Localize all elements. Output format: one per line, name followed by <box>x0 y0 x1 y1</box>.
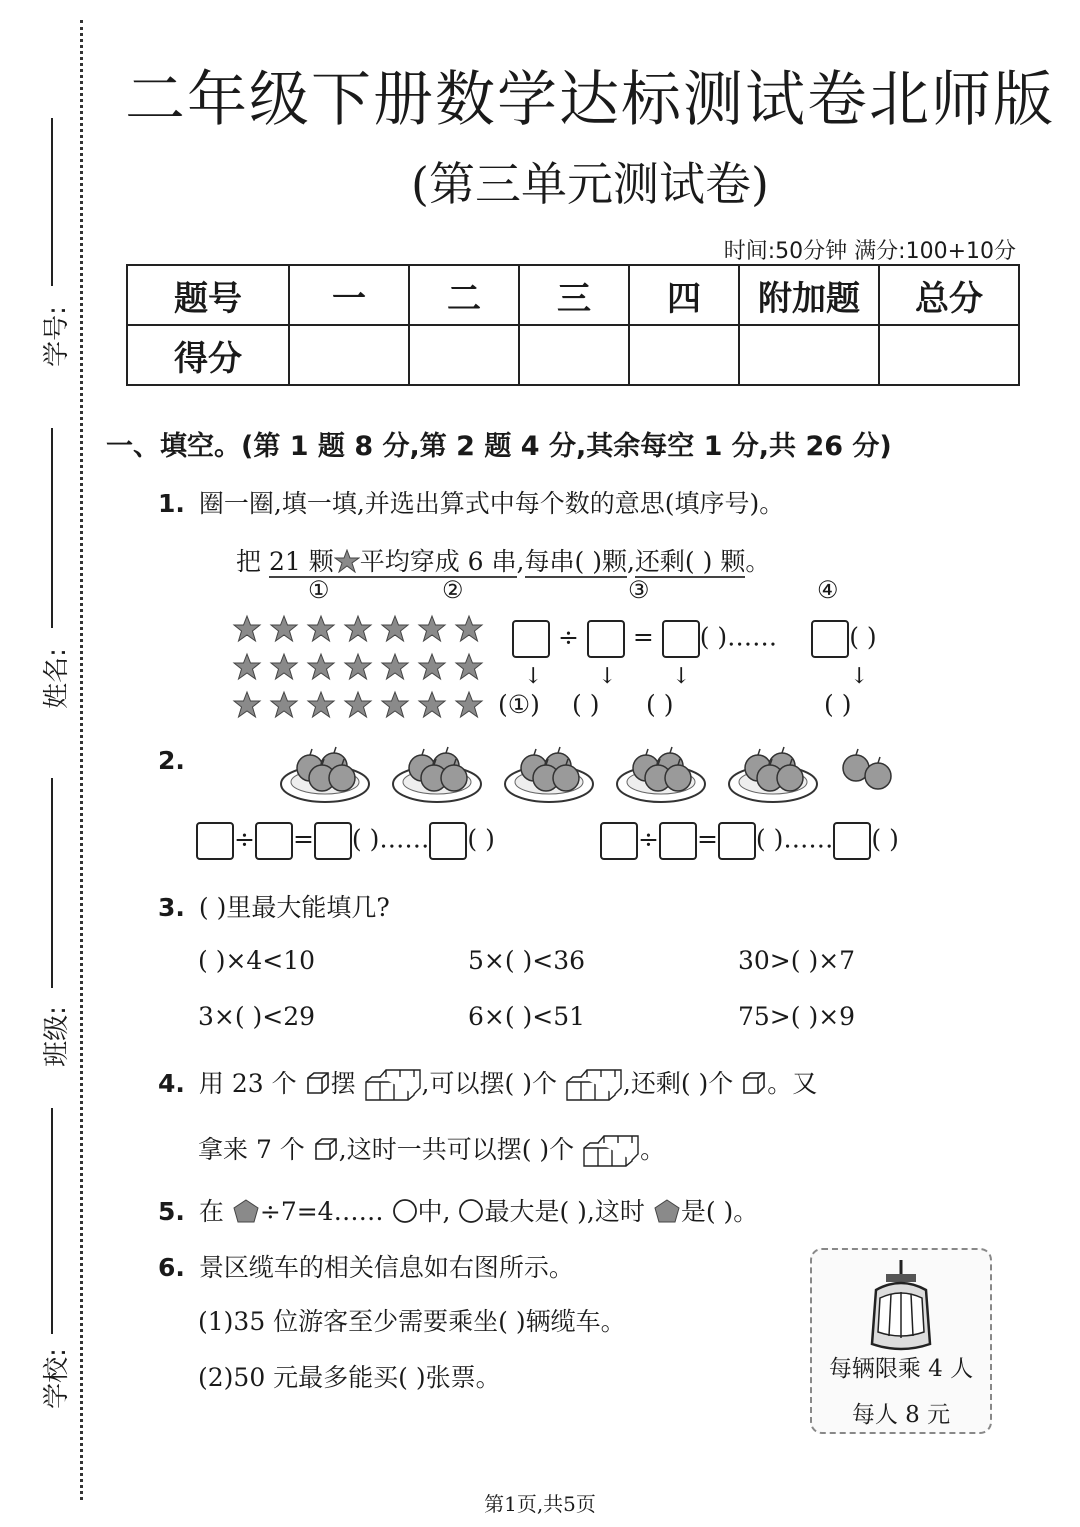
class-line <box>51 778 53 988</box>
question-number: 5. <box>158 1197 185 1226</box>
equals-sign: = <box>632 622 654 652</box>
question-text: 圈一圈,填一填,并选出算式中每个数的意思(填序号)。 <box>198 489 785 518</box>
q1-segment-4: 还剩( ) 颗 <box>634 547 746 576</box>
marker-2: ② <box>442 576 464 604</box>
question-1 <box>158 484 784 520</box>
q4-text[interactable]: ,这时一共可以摆( )个 <box>338 1135 575 1164</box>
question-4-line-1 <box>158 1064 817 1102</box>
score-header-cell: 题号 <box>127 265 289 325</box>
marker-4: ④ <box>817 576 839 604</box>
question-number: 4. <box>158 1069 185 1098</box>
apple-plates <box>280 742 900 808</box>
score-header-cell: 二 <box>409 265 519 325</box>
answer-box[interactable] <box>314 822 352 860</box>
page-title: 二年级下册数学达标测试卷北师版 <box>125 65 1055 135</box>
q1-answer-2[interactable]: ( ) <box>572 690 600 719</box>
exam-meta: 时间:50分钟 满分:100+10分 <box>723 239 1016 264</box>
q4-text: 。又 <box>767 1069 818 1098</box>
q6-part-1[interactable]: (1)35 位游客至少需要乘坐( )辆缆车。 <box>198 1307 626 1336</box>
cube-stack-icon <box>565 1064 623 1102</box>
question-2-number <box>158 746 199 775</box>
q3-item[interactable]: 5×( )<36 <box>468 946 586 975</box>
q3-item[interactable]: ( )×4<10 <box>198 946 316 975</box>
plate-icon <box>393 747 481 802</box>
q1-answer-3[interactable]: ( ) <box>646 690 674 719</box>
score-input-cell[interactable] <box>879 325 1019 385</box>
question-5 <box>158 1192 758 1228</box>
q5-text[interactable]: 是( )。 <box>680 1197 759 1226</box>
q1-end: 。 <box>745 547 771 576</box>
marker-1: ① <box>308 576 330 604</box>
score-input-cell[interactable] <box>519 325 629 385</box>
q6-part-2[interactable]: (2)50 元最多能买( )张票。 <box>198 1363 501 1392</box>
score-input-cell[interactable] <box>289 325 409 385</box>
q4-text[interactable]: ,还剩( )个 <box>622 1069 734 1098</box>
q4-text: 。 <box>640 1135 666 1164</box>
plate-icon <box>729 747 817 802</box>
score-table <box>126 264 1020 386</box>
equals-sign: = <box>292 824 314 854</box>
score-header-cell: 四 <box>629 265 739 325</box>
apple-icon <box>843 749 891 789</box>
q5-text: 中, <box>417 1197 451 1226</box>
q5-text: 在 <box>198 1197 224 1226</box>
cube-icon <box>741 1070 767 1096</box>
student-no-line <box>51 118 53 286</box>
answer-box[interactable] <box>429 822 467 860</box>
score-table-header-row <box>127 265 1019 325</box>
page-subtitle: (第三单元测试卷) <box>411 157 769 211</box>
score-header-cell: 三 <box>519 265 629 325</box>
q4-text: 拿来 7 个 <box>198 1135 305 1164</box>
school-line <box>51 1108 53 1334</box>
star-icon <box>234 654 482 679</box>
q1-segment-3: 每串( )颗 <box>524 547 627 576</box>
q1-segment-2: 平均穿成 6 串 <box>359 547 517 576</box>
question-number: 2. <box>158 746 185 775</box>
q3-item[interactable]: 3×( )<29 <box>198 1002 316 1031</box>
answer-box[interactable] <box>718 822 756 860</box>
circle-icon <box>458 1198 484 1224</box>
answer-box[interactable] <box>833 822 871 860</box>
divide-sign: ÷ <box>234 824 255 854</box>
pentagon-icon <box>653 1198 681 1224</box>
q1-sentence: 把 21 颗 平均穿成 6 串,每串( )颗,还剩( ) 颗。 <box>236 547 771 576</box>
q1-segment-1 <box>269 547 360 578</box>
star-icon <box>334 549 360 573</box>
question-number: 6. <box>158 1253 185 1282</box>
quotient-paren[interactable]: ( )…… <box>755 824 834 854</box>
remainder-paren[interactable]: ( ) <box>849 622 877 652</box>
question-3 <box>158 888 390 924</box>
quotient-paren[interactable]: ( )…… <box>351 824 430 854</box>
score-row-label: 得分 <box>127 325 289 385</box>
cable-car-price: 每人 8 元 <box>851 1402 951 1428</box>
q2-equation-1 <box>196 822 495 860</box>
pentagon-icon <box>232 1198 260 1224</box>
score-table-score-row <box>127 325 1019 385</box>
q1-answer-1[interactable]: (①) <box>498 690 540 719</box>
answer-box[interactable] <box>662 620 700 658</box>
q1-equation <box>512 620 877 658</box>
answer-box[interactable] <box>587 620 625 658</box>
q5-text: ÷7=4…… <box>259 1197 384 1226</box>
score-input-cell[interactable] <box>739 325 879 385</box>
page-footer: 第1页,共5页 <box>484 1492 596 1516</box>
class-label: 班级: <box>41 1006 72 1067</box>
student-no-label: 学号: <box>41 306 72 367</box>
q3-item[interactable]: 30>( )×7 <box>738 946 856 975</box>
answer-box[interactable] <box>659 822 697 860</box>
score-header-cell: 一 <box>289 265 409 325</box>
answer-box[interactable] <box>196 822 234 860</box>
cube-stack-icon <box>364 1064 422 1102</box>
arrow-down-icon: ↓ <box>598 664 617 689</box>
plate-icon <box>505 747 593 802</box>
question-text: ( )里最大能填几? <box>198 893 390 922</box>
q4-text: 摆 <box>330 1069 356 1098</box>
plate-icon <box>617 747 705 802</box>
q2-equation-2 <box>600 822 899 860</box>
cable-car-capacity: 每辆限乘 4 人 <box>828 1356 974 1382</box>
circle-icon <box>392 1198 418 1224</box>
school-label: 学校: <box>41 1348 72 1409</box>
remainder-paren[interactable]: ( ) <box>871 824 899 854</box>
question-6 <box>158 1248 574 1284</box>
divide-sign: ÷ <box>557 622 579 652</box>
q5-text[interactable]: 最大是( ),这时 <box>484 1197 645 1226</box>
question-number: 1. <box>158 489 185 518</box>
q4-text[interactable]: ,可以摆( )个 <box>421 1069 557 1098</box>
cable-car-info-card <box>810 1248 992 1434</box>
plate-icon <box>281 747 369 802</box>
q1-prefix: 把 <box>236 547 262 576</box>
name-line <box>51 428 53 628</box>
star-grid[interactable] <box>232 614 494 720</box>
marker-3: ③ <box>628 576 650 604</box>
cable-car-icon <box>866 1258 936 1356</box>
answer-box[interactable] <box>811 620 849 658</box>
answer-box[interactable] <box>600 822 638 860</box>
q1-answer-4[interactable]: ( ) <box>824 690 852 719</box>
question-4-line-2 <box>198 1130 665 1168</box>
question-number: 3. <box>158 893 185 922</box>
score-header-cell: 附加题 <box>739 265 879 325</box>
cube-icon <box>313 1136 339 1162</box>
section-1-heading: 一、填空。(第 1 题 8 分,第 2 题 4 分,其余每空 1 分,共 26 分) <box>106 431 892 462</box>
score-header-cell: 总分 <box>879 265 1019 325</box>
quotient-paren[interactable]: ( )…… <box>699 622 778 652</box>
binding-dotted-line <box>80 20 83 1500</box>
star-icon <box>234 692 482 717</box>
q1-segment-1-text: 21 颗 <box>268 547 334 576</box>
q3-item[interactable]: 75>( )×9 <box>738 1002 856 1031</box>
arrow-down-icon: ↓ <box>524 664 543 689</box>
remainder-paren[interactable]: ( ) <box>467 824 495 854</box>
answer-box[interactable] <box>255 822 293 860</box>
divide-sign: ÷ <box>638 824 659 854</box>
name-label: 姓名: <box>41 648 72 709</box>
star-icon <box>234 616 482 641</box>
question-text: 景区缆车的相关信息如右图所示。 <box>198 1253 574 1282</box>
q3-item[interactable]: 6×( )<51 <box>468 1002 586 1031</box>
cube-icon <box>305 1070 331 1096</box>
score-input-cell[interactable] <box>409 325 519 385</box>
arrow-down-icon: ↓ <box>850 664 869 689</box>
q4-text: 用 23 个 <box>198 1069 297 1098</box>
arrow-down-icon: ↓ <box>672 664 691 689</box>
answer-box[interactable] <box>512 620 550 658</box>
cube-stack-icon <box>582 1130 640 1168</box>
score-input-cell[interactable] <box>629 325 739 385</box>
equals-sign: = <box>696 824 718 854</box>
